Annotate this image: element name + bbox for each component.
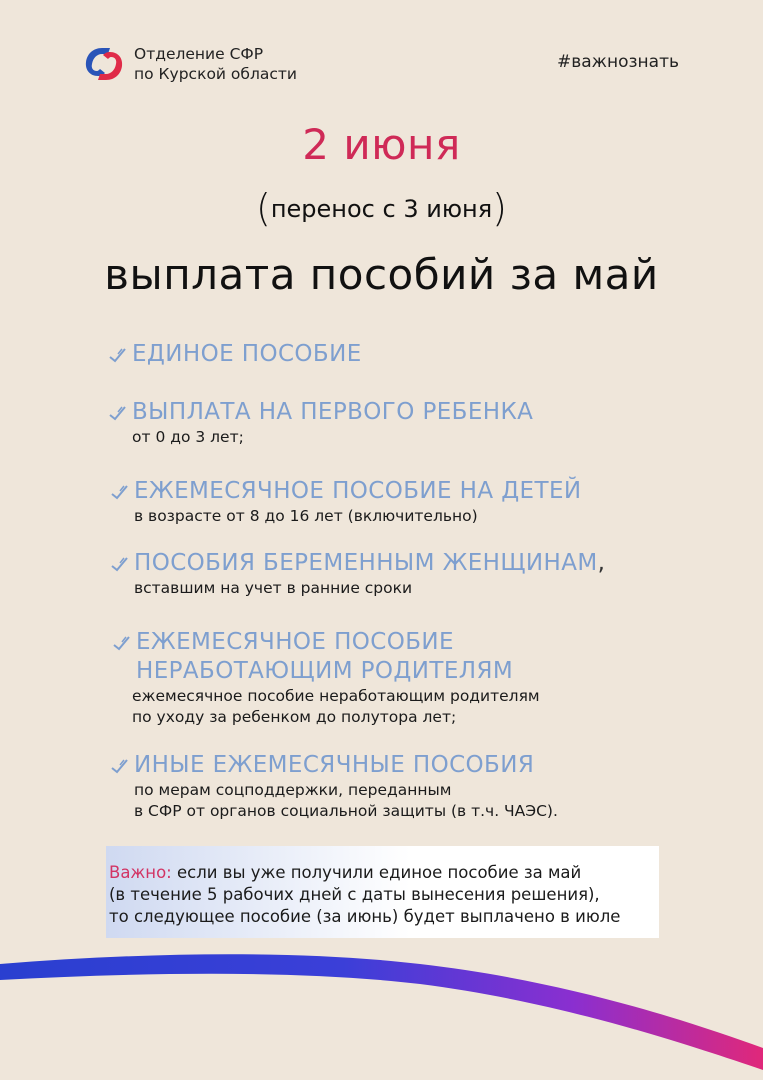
date-title: 2 июня	[302, 120, 461, 169]
subtitle	[0, 186, 763, 230]
item-title: ЕЖЕМЕСЯЧНОЕ ПОСОБИЕ НА ДЕТЕЙ	[134, 478, 582, 504]
item-desc	[112, 686, 540, 728]
item-title: ВЫПЛАТА НА ПЕРВОГО РЕБЕНКА	[132, 399, 534, 425]
item-desc-line2: в СФР от органов социальной защиты (в т.ч. ЧАЭС).	[134, 802, 558, 820]
checkmark-icon	[110, 554, 134, 574]
note-line1: если вы уже получили единое пособие за май	[171, 863, 582, 882]
item-desc-line1: ежемесячное пособие неработающим родителям	[132, 687, 540, 705]
main-title: выплата пособий за май	[104, 250, 659, 299]
important-note	[106, 846, 659, 938]
item-title-line1: ЕЖЕМЕСЯЧНОЕ ПОСОБИЕ	[136, 629, 454, 655]
org-name	[134, 44, 297, 84]
item-desc	[110, 780, 558, 822]
wave-decoration	[0, 930, 763, 1080]
checkmark-icon	[110, 756, 134, 776]
subtitle-text: перенос с 3 июня	[270, 195, 493, 223]
item-desc-line2: по уходу за ребенком до полутора лет;	[132, 708, 457, 726]
list-item	[112, 628, 540, 728]
note-line2: (в течение 5 рабочих дней с даты вынесения решения),	[109, 885, 600, 904]
note-line3: то следующее пособие (за июнь) будет выплачено в июле	[109, 907, 621, 926]
list-item	[110, 751, 558, 822]
item-desc-line1: по мерам соцподдержки, переданным	[134, 781, 452, 799]
list-item	[108, 340, 362, 369]
list-item	[110, 477, 581, 527]
sfr-logo-icon	[78, 42, 128, 86]
item-title-line2: НЕРАБОТАЮЩИМ РОДИТЕЛЯМ	[136, 658, 514, 684]
list-item	[110, 549, 605, 599]
item-title: ЕДИНОЕ ПОСОБИЕ	[132, 341, 362, 367]
checkmark-icon	[108, 403, 132, 423]
checkmark-icon	[110, 482, 134, 502]
item-title: ПОСОБИЯ БЕРЕМЕННЫМ ЖЕНЩИНАМ	[134, 550, 598, 576]
subtitle-open-paren: (	[256, 186, 271, 230]
org-name-line1: Отделение СФР	[134, 45, 264, 63]
checkmark-icon	[108, 345, 132, 365]
org-name-line2: по Курской области	[134, 65, 297, 83]
hashtag: #важнознать	[556, 52, 679, 72]
item-desc: в возрасте от 8 до 16 лет (включительно)	[134, 507, 478, 525]
checkmark-icon	[112, 633, 136, 653]
header	[78, 42, 297, 86]
item-title: ИНЫЕ ЕЖЕМЕСЯЧНЫЕ ПОСОБИЯ	[134, 752, 535, 778]
note-label: Важно:	[109, 863, 172, 882]
item-desc: вставшим на учет в ранние сроки	[134, 579, 413, 597]
item-desc: от 0 до 3 лет;	[132, 428, 244, 446]
subtitle-close-paren: )	[492, 186, 507, 230]
item-title-suffix: ,	[597, 550, 606, 576]
list-item	[108, 398, 533, 448]
